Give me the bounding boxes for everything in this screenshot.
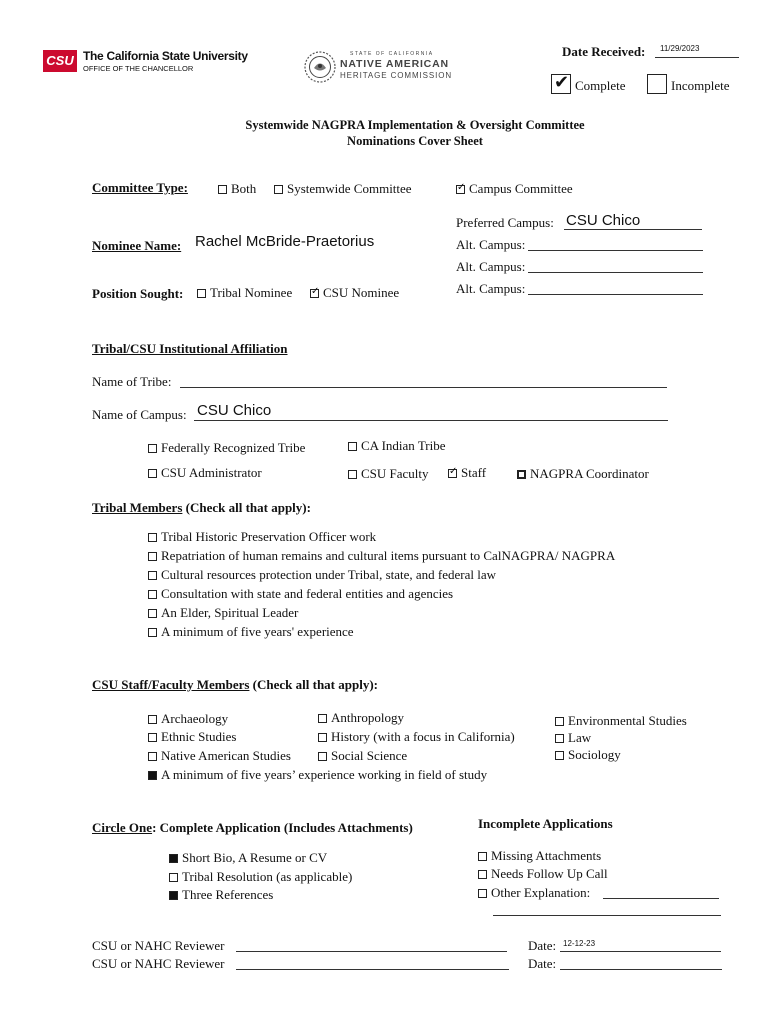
date-received-line bbox=[655, 57, 739, 58]
nominee-name-value[interactable]: Rachel McBride-Praetorius bbox=[195, 233, 375, 250]
checkbox[interactable] bbox=[555, 751, 564, 760]
option-label: CA Indian Tribe bbox=[361, 438, 446, 453]
option-label: CSU Faculty bbox=[361, 466, 429, 481]
option-label: Both bbox=[231, 181, 257, 196]
complete-item-references[interactable] bbox=[169, 887, 273, 903]
checkbox[interactable] bbox=[148, 444, 157, 453]
item-label: Other Explanation: bbox=[491, 885, 591, 900]
option-label: Federally Recognized Tribe bbox=[161, 440, 306, 455]
field-native-american-studies[interactable] bbox=[148, 748, 291, 764]
checkbox[interactable] bbox=[318, 714, 327, 723]
tribal-item-1[interactable] bbox=[148, 529, 376, 545]
position-sought-label: Position Sought: bbox=[92, 286, 184, 301]
affiliation-csu-admin[interactable] bbox=[148, 465, 262, 481]
checkbox[interactable] bbox=[318, 752, 327, 761]
tribal-item-3[interactable] bbox=[148, 567, 496, 583]
option-label: Tribal Nominee bbox=[210, 285, 293, 300]
incomplete-checkbox[interactable] bbox=[647, 74, 667, 94]
nahc-line2: HERITAGE COMMISSION bbox=[340, 71, 453, 80]
checkbox[interactable] bbox=[169, 873, 178, 882]
option-label: NAGPRA Coordinator bbox=[530, 466, 649, 481]
checkbox-checked[interactable] bbox=[448, 469, 457, 478]
field-anthropology[interactable] bbox=[318, 710, 404, 726]
checkbox[interactable] bbox=[318, 733, 327, 742]
checkbox[interactable] bbox=[517, 470, 526, 479]
checkbox-checked[interactable] bbox=[310, 289, 319, 298]
committee-option-campus[interactable] bbox=[456, 181, 573, 197]
item-label: Archaeology bbox=[161, 711, 229, 726]
checkbox[interactable] bbox=[478, 852, 487, 861]
checkbox[interactable] bbox=[478, 870, 487, 879]
item-label: Law bbox=[568, 730, 592, 745]
item-label: Native American Studies bbox=[161, 748, 291, 763]
option-label: Campus Committee bbox=[469, 181, 573, 196]
preferred-campus-line bbox=[564, 229, 702, 230]
reviewer-2-date-line[interactable] bbox=[560, 969, 722, 970]
affiliation-csu-faculty[interactable] bbox=[348, 466, 429, 482]
checkbox-checked[interactable] bbox=[456, 185, 465, 194]
field-social-science[interactable] bbox=[318, 748, 407, 764]
tribal-members-heading bbox=[92, 500, 311, 516]
position-option-csu[interactable] bbox=[310, 285, 399, 301]
field-experience[interactable] bbox=[148, 767, 487, 783]
checkbox[interactable] bbox=[478, 889, 487, 898]
committee-option-systemwide[interactable] bbox=[274, 181, 412, 197]
heading-rest: : Complete Application (Includes Attachments) bbox=[152, 820, 413, 835]
checkbox-filled[interactable] bbox=[169, 854, 178, 863]
alt-campus-1-label: Alt. Campus: bbox=[456, 237, 526, 252]
item-label: Sociology bbox=[568, 747, 621, 762]
item-label: An Elder, Spiritual Leader bbox=[161, 605, 299, 620]
reviewer-2-label: CSU or NAHC Reviewer bbox=[92, 956, 225, 971]
item-label: Anthropology bbox=[331, 710, 404, 725]
item-label: Ethnic Studies bbox=[161, 729, 237, 744]
item-label: Missing Attachments bbox=[491, 848, 602, 863]
incomplete-item-follow-up[interactable] bbox=[478, 866, 608, 882]
tribal-item-6[interactable] bbox=[148, 624, 354, 640]
reviewer-1-date-line bbox=[560, 951, 721, 952]
field-ethnic-studies[interactable] bbox=[148, 729, 236, 745]
incomplete-item-other[interactable] bbox=[478, 885, 590, 901]
incomplete-label: Incomplete bbox=[671, 78, 730, 93]
staff-faculty-heading bbox=[92, 677, 378, 693]
item-label: Repatriation of human remains and cultural items pursuant to CalNAGPRA/ NAGPRA bbox=[161, 548, 616, 563]
form-title-line1: Systemwide NAGPRA Implementation & Oversight Committee bbox=[245, 118, 585, 132]
item-label: Social Science bbox=[331, 748, 408, 763]
checkbox[interactable] bbox=[555, 734, 564, 743]
item-label: Needs Follow Up Call bbox=[491, 866, 608, 881]
csu-name: The California State University bbox=[83, 49, 248, 63]
checkbox[interactable] bbox=[348, 470, 357, 479]
date-received-label: Date Received: bbox=[562, 44, 646, 59]
checkbox[interactable] bbox=[148, 733, 157, 742]
nahc-small-text: STATE OF CALIFORNIA bbox=[350, 51, 434, 57]
reviewer-1-date-label: Date: bbox=[528, 938, 557, 953]
checkbox[interactable] bbox=[148, 628, 157, 637]
checkbox-filled[interactable] bbox=[169, 891, 178, 900]
complete-application-heading bbox=[92, 820, 413, 836]
affiliation-ca-indian[interactable] bbox=[348, 438, 446, 454]
checkbox-filled[interactable] bbox=[148, 771, 157, 780]
complete-checkbox[interactable] bbox=[551, 74, 571, 94]
preferred-campus-value[interactable]: CSU Chico bbox=[566, 212, 641, 229]
item-label: Consultation with state and federal entities and agencies bbox=[161, 586, 454, 601]
reviewer-1-line[interactable] bbox=[236, 951, 507, 952]
affiliation-staff[interactable] bbox=[448, 465, 486, 481]
alt-campus-3-line[interactable] bbox=[528, 294, 703, 295]
committee-type-label: Committee Type: bbox=[92, 180, 188, 195]
affiliation-nagpra-coordinator[interactable] bbox=[517, 466, 649, 482]
item-label: Tribal Historic Preservation Officer work bbox=[161, 529, 377, 544]
field-environmental-studies[interactable] bbox=[555, 713, 687, 729]
checkbox[interactable] bbox=[197, 289, 206, 298]
item-label: A minimum of five years’ experience working in field of study bbox=[161, 767, 488, 782]
complete-item-bio[interactable] bbox=[169, 850, 327, 866]
checkbox[interactable] bbox=[555, 717, 564, 726]
item-label: Tribal Resolution (as applicable) bbox=[182, 869, 353, 884]
item-label: Cultural resources protection under Tribal, state, and federal law bbox=[161, 567, 497, 582]
item-label: History (with a focus in California) bbox=[331, 729, 515, 744]
checkbox[interactable] bbox=[148, 533, 157, 542]
tribe-name-label: Name of Tribe: bbox=[92, 374, 172, 389]
field-archaeology[interactable] bbox=[148, 711, 228, 727]
heading-underlined: Tribal Members bbox=[92, 500, 183, 515]
heading-underlined: CSU Staff/Faculty Members bbox=[92, 677, 250, 692]
nahc-seal-icon bbox=[304, 51, 336, 83]
option-label: Systemwide Committee bbox=[287, 181, 412, 196]
csu-logo-badge: CSU bbox=[43, 50, 77, 72]
affiliation-federal[interactable] bbox=[148, 440, 305, 456]
field-history[interactable] bbox=[318, 729, 515, 745]
tribal-item-4[interactable] bbox=[148, 586, 453, 602]
committee-option-both[interactable] bbox=[218, 181, 256, 197]
heading-underlined: Circle One bbox=[92, 820, 153, 835]
complete-label: Complete bbox=[575, 78, 626, 93]
item-label: Three References bbox=[182, 887, 274, 902]
option-label: CSU Nominee bbox=[323, 285, 400, 300]
csu-office: OFFICE OF THE CHANCELLOR bbox=[83, 64, 194, 73]
campus-name-value[interactable]: CSU Chico bbox=[197, 402, 272, 419]
date-received-value[interactable]: 11/29/2023 bbox=[660, 44, 700, 53]
option-label: Staff bbox=[461, 465, 487, 480]
tribal-item-2[interactable] bbox=[148, 548, 615, 564]
complete-check-mark-icon: ✔ bbox=[554, 72, 570, 93]
reviewer-2-date-label: Date: bbox=[528, 956, 557, 971]
item-label: A minimum of five years' experience bbox=[161, 624, 354, 639]
alt-campus-1-line[interactable] bbox=[528, 250, 703, 251]
position-option-tribal[interactable] bbox=[197, 285, 292, 301]
checkbox[interactable] bbox=[148, 609, 157, 618]
incomplete-item-missing[interactable] bbox=[478, 848, 601, 864]
affiliation-heading: Tribal/CSU Institutional Affiliation bbox=[92, 341, 288, 356]
alt-campus-2-line[interactable] bbox=[528, 272, 703, 273]
reviewer-1-label: CSU or NAHC Reviewer bbox=[92, 938, 225, 953]
checkbox[interactable] bbox=[274, 185, 283, 194]
nominee-name-label: Nominee Name: bbox=[92, 238, 182, 253]
field-sociology[interactable] bbox=[555, 747, 621, 763]
campus-name-label: Name of Campus: bbox=[92, 407, 187, 422]
nahc-line1: NATIVE AMERICAN bbox=[340, 58, 449, 70]
preferred-campus-label: Preferred Campus: bbox=[456, 215, 554, 230]
item-label: Environmental Studies bbox=[568, 713, 687, 728]
tribal-item-5[interactable] bbox=[148, 605, 298, 621]
reviewer-2-line[interactable] bbox=[236, 969, 509, 970]
reviewer-1-date-value[interactable]: 12-12-23 bbox=[563, 939, 596, 948]
checkbox[interactable] bbox=[148, 715, 157, 724]
alt-campus-3-label: Alt. Campus: bbox=[456, 281, 526, 296]
other-explanation-line-1[interactable] bbox=[603, 898, 719, 899]
other-explanation-line-2[interactable] bbox=[493, 915, 721, 916]
checkbox[interactable] bbox=[148, 552, 157, 561]
checkbox[interactable] bbox=[148, 590, 157, 599]
heading-rest: (Check all that apply): bbox=[182, 500, 311, 515]
alt-campus-2-label: Alt. Campus: bbox=[456, 259, 526, 274]
incomplete-applications-heading: Incomplete Applications bbox=[478, 816, 613, 831]
field-law[interactable] bbox=[555, 730, 591, 746]
checkbox[interactable] bbox=[148, 752, 157, 761]
checkbox[interactable] bbox=[218, 185, 227, 194]
campus-name-line bbox=[194, 420, 668, 421]
checkbox[interactable] bbox=[348, 442, 357, 451]
item-label: Short Bio, A Resume or CV bbox=[182, 850, 328, 865]
option-label: CSU Administrator bbox=[161, 465, 262, 480]
complete-item-tribal-resolution[interactable] bbox=[169, 869, 352, 885]
checkbox[interactable] bbox=[148, 469, 157, 478]
checkbox[interactable] bbox=[148, 571, 157, 580]
form-title-line2: Nominations Cover Sheet bbox=[347, 134, 483, 148]
tribe-name-line[interactable] bbox=[180, 387, 667, 388]
heading-rest: (Check all that apply): bbox=[249, 677, 378, 692]
